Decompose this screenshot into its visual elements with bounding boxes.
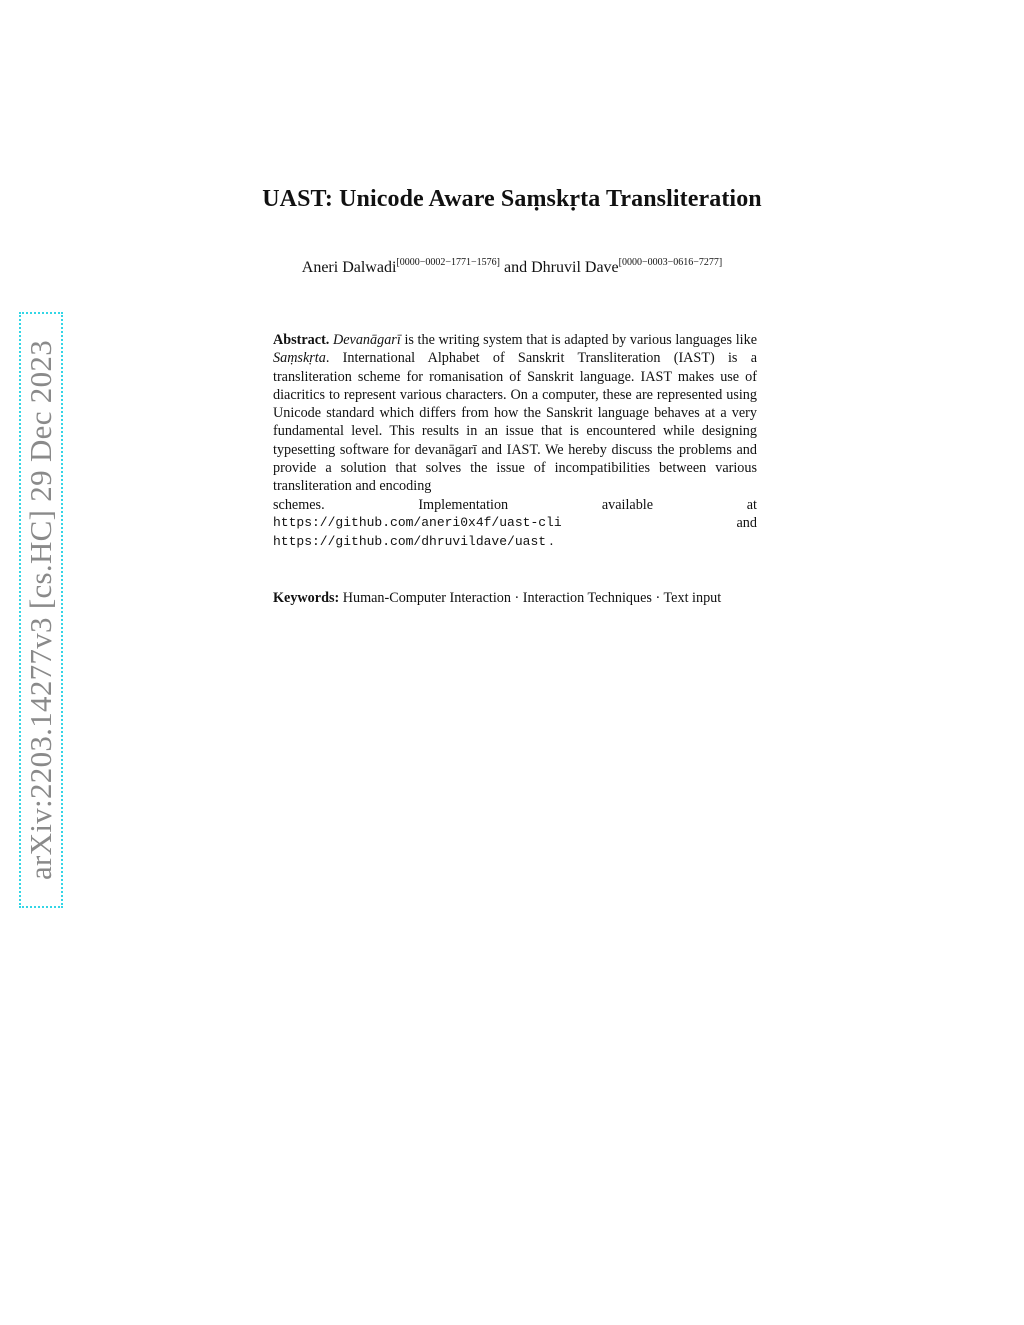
abstract-implementation-line [273, 496, 757, 514]
impl-word: at [746, 496, 757, 513]
keywords [273, 589, 757, 607]
author-name: Dhruvil Dave [531, 259, 619, 276]
abstract-term-devanagari: Devanāgarī [333, 332, 401, 348]
abstract-text-2: . International Alphabet of Sanskrit Transliteration (IAST) is a transliteration scheme for romanisation of Sanskrit language. IAST makes use of diacritics to represent various characters. On a computer, these are represented using Unicode standard which differs from how the Sanskrit language behaves at a very fundamental level. This results in an issue that is encountered while designing typesetting software for devanāgarī and IAST. We hereby discuss the problems and provide a solution that solves the issue of incompatibilities between various transliteration and encoding [273, 350, 757, 495]
abstract-term-samskrta: Saṃskṛta [273, 350, 326, 367]
author-list [0, 259, 1024, 277]
impl-word: schemes. [273, 496, 325, 513]
impl-word: available [601, 496, 654, 513]
author-name: Aneri Dalwadi [301, 259, 397, 276]
author-separator: and [500, 259, 532, 276]
repo-link-uast[interactable]: https://github.com/dhruvildave/uast [273, 534, 547, 550]
abstract-url-line [273, 514, 757, 532]
impl-word: Implementation [418, 496, 509, 513]
abstract-url-line-2 [273, 532, 757, 551]
paper-title: UAST: Unicode Aware Saṃskṛta Transliteration [262, 186, 762, 212]
url-joiner: and [736, 514, 757, 531]
abstract-label: Abstract. [273, 332, 330, 348]
abstract [273, 331, 757, 552]
abstract-end: . [546, 533, 554, 550]
abstract-text-1: is the writing system that is adapted by various languages like [400, 332, 757, 348]
author-orcid: [0000−0002−1771−1576] [396, 257, 500, 268]
repo-link-uast-cli[interactable]: https://github.com/aneri0x4f/uast-cli [273, 514, 562, 530]
abstract-body [273, 331, 757, 496]
keywords-label: Keywords: [273, 590, 340, 606]
keywords-text: Human-Computer Interaction · Interaction Techniques · Text input [342, 590, 722, 606]
author-orcid: [0000−0003−0616−7277] [618, 257, 723, 268]
arxiv-stamp: arXiv:2203.14277v3 [cs.HC] 29 Dec 2023 [23, 339, 58, 881]
